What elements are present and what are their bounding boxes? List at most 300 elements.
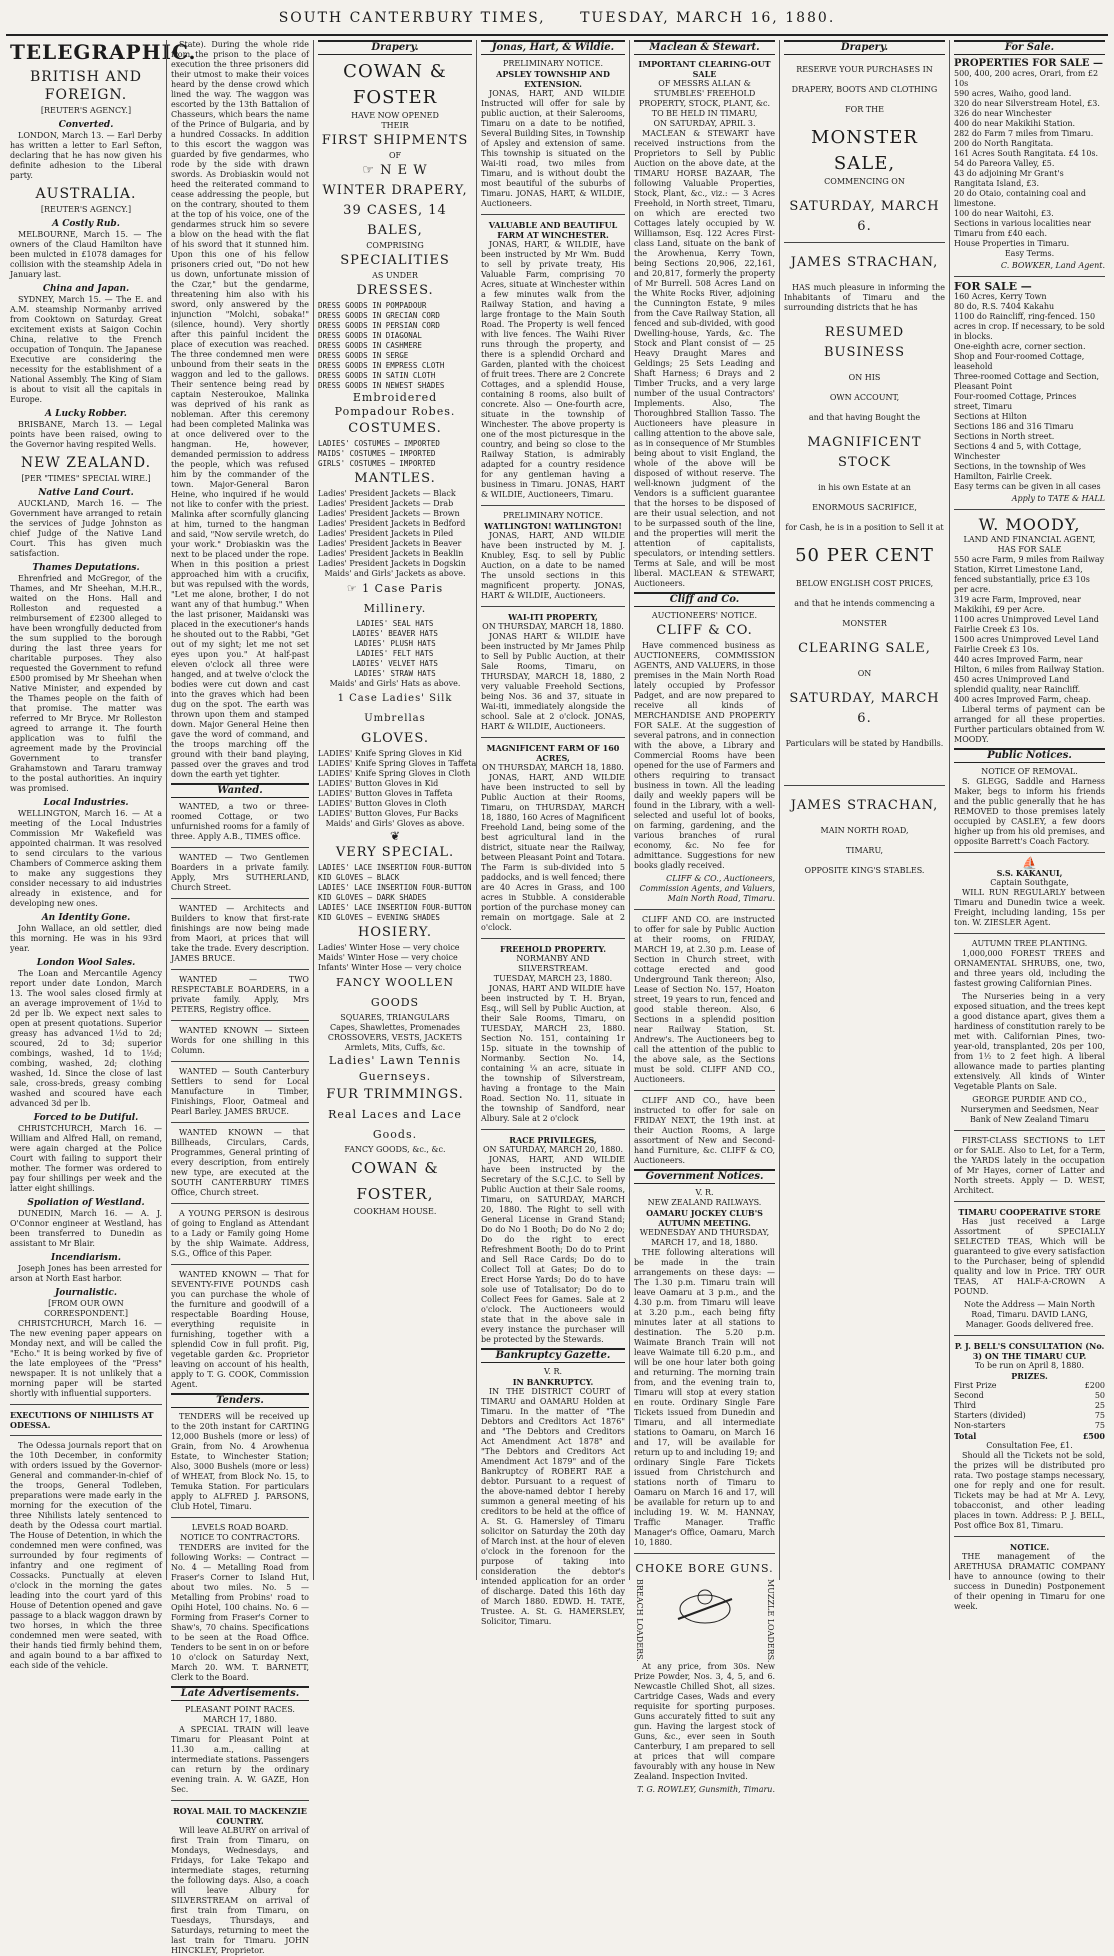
- costumes-heading: COSTUMES.: [348, 421, 442, 436]
- breach-label: BREACH LOADERS.: [635, 1579, 644, 1662]
- divider: [481, 214, 625, 215]
- news-text: SYDNEY, March 15. — The E. and A.M. steamship Normanby arrived from Cooktown on Saturday. Great excitement exists at Saigon Cochin China, relative to the French occupation of Tonquin. The Japanese Executive are considering the necessity for the establishment of a National Assembly. The King of Siam is about to visit all the capitals in Europe.: [10, 295, 162, 404]
- list-item: 319 acre Farm, Improved, near Makikihi, £9 per Acre.: [954, 595, 1081, 614]
- column-strachan: [779, 40, 949, 1580]
- list-item: 326 do near Winchester: [954, 109, 1052, 118]
- laces: Real Laces and Lace Goods.: [328, 1108, 462, 1141]
- ad-title: WAI-ITI PROPERTY,: [508, 612, 598, 622]
- ad-text: JONAS, HART, AND WILDIE have been instructed by the Secretary of the S.C.J.C. to Sell by Public Auction at their Sale rooms, Timaru, on SATURDAY, MARCH 20, 1880. The Right to sell with General License in Grand Stand; Do do No 1 Booth; Do do No 2 do; Do do the right to erect Refreshment Booth; Do do to Print and Sell Race Cards; Do do to Collect Toll at Gates; Do do to Erect Horse Yards; Do do to have sole use of Totalisator; Do do to Collect Fees for Games. Sale at 2 o'clock. The Auctioneers would state that in the above sale in every instance the purchaser will be protected by the Stewards.: [481, 1155, 625, 1344]
- resumed-business: RESUMED BUSINESS: [824, 325, 905, 360]
- list-item: LADIES' FELT HATS: [356, 649, 434, 658]
- prelim-notice: PRELIMINARY NOTICE.: [502, 59, 603, 68]
- ad-title: WATLINGTON! WATLINGTON!: [484, 521, 622, 531]
- divider: [171, 1020, 309, 1021]
- on-line: ON: [857, 669, 872, 678]
- ad-text: THE following alterations will be made in the train arrangements on these days: — The 1.30 p.m. Timaru train will leave Oamaru at 3 p.m., and the 4.30 p.m. from Timaru will leave at 3.20 p.m., each being fifty minutes later at all stations to destination. The 5.20 p.m. Waimate Branch Train will not leave Waimate till 6.20 p.m., and will be one hour later both going and returning. The morning train from, and the evening train to, Timaru will stop at every station en route. Ordinary Single Fare Tickets issued from Dunedin and Timaru, and all intermediate stations to Oamaru, on March 16 and 17, will be available for return up to and including 19; and ordinary Single Fare Tickets issued from Christchurch and stations north of Timaru to Oamaru on March 16 and 17, will be available for return up to and including 19. W. M. HANNAY, Traffic Manager. Traffic Manager's Office, Oamaru, March 10, 1880.: [634, 1248, 775, 1547]
- masthead: [0, 0, 1114, 34]
- list-item: DRESS GOODS IN GRECIAN CORD: [318, 311, 440, 320]
- bankruptcy-heading: Bankruptcy Gazette.: [481, 1348, 625, 1363]
- wanted-ad: WANTED, a two or three-roomed Cottage, or two unfurnished rooms for a family of three. Apply A.B., TIMES office.: [171, 802, 309, 841]
- news-text: Ehrenfried and McGregor, of the Thames, and Mr Sheehan, M.H.R., waited on the Hons. Hall and Rolleston and requested a reimbursement of £2300 alleged to have been wrongfully deducted from the sum supplied to the borough during the last three years for charitable purposes. They also requested the Government to refund £500 promised by Mr Sheehan when Native Minister, and expended by the Thames people on the faith of that promise. The matter was referred to Mr Bryce. Mr Rolleston agreed to arrange it. The fourth application was to fulfil the agreement made by the Provincial Government to transfer Grahamstown and Tararu tramway to the postal authorities. An inquiry was promised.: [10, 574, 162, 793]
- news-text: The Odessa journals report that on the 10th December, in conformity with orders issued by the Governor-General and commander-in-chief of the troops, General Todleben, preparations were made early in the morning for the execution of the three Nihilists lately sentenced to death by the Odessa court martial. The House of Detention, in which the condemned men were confined, was surrounded by four regiments of infantry and one regiment of Cossacks. Punctually at eleven o'clock in the morning the gates leading into the court yard of this House of Detention opened and gave passage to a black waggon drawn by two horses, in which the three condemned men were seated, with their hands tied firmly behind them, and again bound to a bar affixed to each side of the vehicle.: [10, 1441, 162, 1670]
- telegraphic-title: TELEGRAPHIC.: [10, 40, 197, 64]
- prize-label: Total: [954, 1431, 977, 1441]
- has-for-sale: HAS FOR SALE: [997, 545, 1062, 554]
- divider: [954, 1130, 1105, 1131]
- millinery-text: 1 Case Paris Millinery.: [362, 582, 444, 615]
- list-item: 320 do near Silverstream Hotel, £3.: [954, 99, 1100, 108]
- has-text: HAS much pleasure in informing the Inhabitants of Timaru and the surrounding districts that he has: [784, 283, 945, 312]
- ship-name: S.S. KAKANUI,: [996, 868, 1063, 878]
- coop-title: TIMARU COOPERATIVE STORE: [958, 1207, 1101, 1217]
- easy-terms: Easy Terms.: [1004, 249, 1055, 258]
- tender-ad: TENDERS will be received up to the 20th instant for CARTING 12,000 Bushels (more or less) of Grain, from No. 4 Arowhenua Estate, to Winchester Station; Also, 3000 Bushels (more or less) of WHEAT, from Block No. 15, to Temuka Station. For particulars apply to ALFRED J. PARSONS, Club Hotel, Timaru.: [171, 1412, 309, 1511]
- nihilists-heading: EXECUTIONS OF NIHILISTS AT ODESSA.: [10, 1410, 154, 1430]
- list-item: Maids' and Girls' Gloves as above.: [325, 819, 465, 828]
- maclean-heading: Maclean & Stewart.: [634, 40, 775, 55]
- wanted-ad: WANTED KNOWN — that Billheads, Circulars, Cards, Programmes, General printing of every description, from entirely new type, are executed at the SOUTH CANTERBURY TIMES Office, Church street.: [171, 1128, 309, 1197]
- vr-mark: V. R.: [695, 1188, 714, 1197]
- ad-subtitle: NORMANBY AND SILVERSTREAM.: [516, 954, 590, 973]
- ad-title: AUCTIONEERS' NOTICE.: [651, 611, 758, 620]
- in-bankruptcy: IN BANKRUPTCY.: [512, 1377, 594, 1387]
- cases-bales: 39 CASES, 14 BALES,: [343, 203, 447, 238]
- intends: and that he intends commencing a: [794, 599, 935, 608]
- list-item: Ladies' President Jackets — Drab: [318, 499, 454, 508]
- list-item: Sections in various localities near Timaru from £40 each.: [954, 219, 1092, 238]
- ad-signature: CLIFF & CO., Auctioneers, Commission Agents, and Valuers, Main North Road, Timaru.: [639, 874, 775, 903]
- moody-sub: LAND AND FINANCIAL AGENT,: [963, 535, 1096, 544]
- ad-text: S. GLEGG, Saddle and Harness Maker, begs to inform his friends and the public generally that he has REMOVED to those premises lately occupied by CASLEY, a few doors higher up from his old premises, and opposite Barrett's Coach Factory.: [954, 777, 1105, 846]
- news-text: John Wallace, an old settler, died this morning. He was in his 93rd year.: [10, 924, 162, 953]
- cliff-name: CLIFF & CO.: [656, 623, 753, 638]
- wanted-ad: WANTED — South Canterbury Settlers to send for Local Manufacture in Timber, Finishings, Floor, Oatmeal and Pearl Barley. JAMES BRUCE.: [171, 1067, 309, 1116]
- list-item: LADIES' Button Gloves in Kid: [318, 779, 439, 788]
- gloves-heading: GLOVES.: [361, 731, 429, 746]
- ad-text: THE management of the ARETHUSA DRAMATIC COMPANY have to announce (owing to their success in Dunedin) Postponement of their opening in Timaru for one week.: [954, 1552, 1105, 1611]
- reuter-tag: [REUTER'S AGENCY.]: [40, 106, 132, 115]
- divider: [10, 1435, 162, 1436]
- mail-text: Will leave ALBURY on arrival of first Train from Timaru, on Mondays, Wednesdays, and Fridays, for Lake Tekapo and intermediate stages, returning the following days. Also, a coach will leave Albury for SILVERSTREAM on arrival of first train from Timaru, on Tuesdays, Thursdays, and Saturdays, returning to meet the last train for Timaru. JOHN HINCKLEY, Proprietor.: [171, 1826, 309, 1955]
- news-head: A Costly Rub.: [52, 219, 120, 229]
- prize-label: Starters (divided): [954, 1411, 1026, 1420]
- list-item: DRESS GOODS IN SATIN CLOTH: [318, 371, 436, 380]
- column-cowan-foster: [313, 40, 476, 1580]
- ad-date: ON SATURDAY, APRIL 3.: [653, 119, 756, 128]
- list-item: 590 acres, Waiho, good land.: [954, 89, 1072, 98]
- news-head: Converted.: [58, 120, 114, 130]
- list-item: LADIES' Button Gloves in Taffeta: [318, 789, 453, 798]
- ad-text: JONAS HART & WILDIE have been instructed by Mr James Philp to Sell by Public Auction, at their Sale Rooms, Timaru, on THURSDAY, MARCH 18, 1880, 2 very valuable Freehold Sections, being Nos. 36 and 37, situate in Wai-iti, immediately alongside the school. Sale at 2 o'clock. JONAS, HART & WILDIE, Auctioneers.: [481, 632, 625, 731]
- divider: [171, 847, 309, 848]
- british-foreign-heading: BRITISH AND FOREIGN.: [29, 69, 143, 103]
- sportsman-illustration: [670, 1579, 740, 1629]
- list-item: 450 acres Unimproved Land splendid quality, near Raincliff.: [954, 675, 1081, 694]
- list-item: DRESS GOODS IN DIAGONAL: [318, 331, 422, 340]
- ad-text: Liberal terms of payment can be arranged for all these properties. Further particulars obtained from W. MOODY.: [954, 705, 1105, 744]
- fifty-per-cent: 50 PER CENT: [795, 545, 934, 566]
- prize-value: £500: [1082, 1431, 1105, 1441]
- news-head: London Wool Sales.: [36, 958, 136, 968]
- ad-date: WEDNESDAY AND THURSDAY, MARCH 17, and 18, 1880.: [639, 1228, 770, 1247]
- divider: [634, 1553, 775, 1554]
- wanted-ad: WANTED — TWO RESPECTABLE BOARDERS, in a private family. Apply, Mrs PETERS, Registry office.: [171, 975, 309, 1014]
- firm-name: COWAN & FOSTER: [343, 61, 447, 108]
- list-item: Easy terms can be given in all cases: [954, 482, 1101, 491]
- list-item: 440 acres Improved Farm, near Hilton, 6 miles from Railway Station.: [954, 655, 1105, 674]
- divider: [481, 505, 625, 506]
- news-text: DUNEDIN, March 16. — A. J. O'Connor engineer at Westland, has been transferred to Dunedin as assistant to Mr Blair.: [10, 1209, 162, 1248]
- ad-title: RACE PRIVILEGES,: [509, 1135, 597, 1145]
- for-the: FOR THE: [845, 105, 884, 114]
- list-item: LADIES' Button Gloves, Fur Backs: [318, 809, 459, 818]
- ad-date: ON THURSDAY, MARCH 18, 1880.: [482, 763, 624, 772]
- table-row: [954, 1411, 1105, 1421]
- ad-title: FREEHOLD PROPERTY.: [499, 944, 607, 954]
- list-item: Ladies' Winter Hose — very choice: [318, 943, 460, 952]
- for-sale-title: FOR SALE —: [954, 280, 1032, 293]
- masthead-rule: [6, 34, 1108, 36]
- news-text: The Loan and Mercantile Agency report under date London, March 13. The wool sales closed firmly at an average improvement of 1½d to 2d per lb. We expect next sales to open at present quotations. Superior greasy has advanced 1½d to 2d; scoured, 2d to 3d; superior combings, washed, 1d to 1½d; combing, washed, 2d; clothing washed, 1d. Since the close of last sale, cross-breds, greasy combing washed and scoured have each advanced 3d per lb.: [10, 969, 162, 1108]
- bell-title: P. J. BELL'S CONSULTATION (No. 3) ON THE TIMARU CUP.: [954, 1341, 1105, 1361]
- list-item: Ladies' President Jackets in Bedford: [318, 519, 466, 528]
- table-row-total: [954, 1431, 1105, 1441]
- news-head: Journalistic.: [54, 1288, 117, 1298]
- ad-text: CLIFF AND CO., have been instructed to offer for sale on FRIDAY NEXT, the 19th inst. at their Auction Rooms, A large assortment of New and Second-hand Furniture, &c. CLIFF & CO, Auctioneers.: [634, 1096, 775, 1165]
- correspondent-tag: [FROM OUR OWN CORRESPONDENT.]: [43, 1299, 129, 1318]
- prizes-heading: PRIZES.: [1011, 1371, 1048, 1381]
- list-item: Sections 4 and 5, with Cottage, Winchester: [954, 442, 1082, 461]
- prize-value: 50: [1094, 1391, 1105, 1400]
- list-item: Ladies' President Jackets in Dogskin: [318, 559, 466, 568]
- list-item: 43 do adjoining Mr Grant's Rangitata Island, £3.: [954, 169, 1064, 188]
- ad-title: OAMARU JOCKEY CLUB'S AUTUMN MEETING.: [646, 1208, 763, 1228]
- list-item: LADIES' LACE INSERTION FOUR-BUTTON KID GLOVES — DARK SHADES: [318, 883, 472, 902]
- very-special: VERY SPECIAL.: [335, 845, 455, 860]
- strachan-name-2: JAMES STRACHAN,: [790, 798, 939, 813]
- ad-title: IMPORTANT CLEARING-OUT SALE: [638, 59, 771, 79]
- ad-subtitle: OF MESSRS ALLAN & STUMBLES' FREEHOLD PROPERTY, STOCK, PLANT, &c.: [638, 79, 771, 108]
- divider: [954, 933, 1105, 934]
- wanted-ad: WANTED KNOWN — Sixteen Words for one shilling in this Column.: [171, 1026, 309, 1055]
- list-item: Sections, in the township of Wes Hamilton, Fairlie Creek.: [954, 462, 1086, 481]
- list-item: LADIES' LACE INSERTION FOUR-BUTTON KID GLOVES — BLACK: [318, 863, 472, 882]
- notice-contractors: NOTICE TO CONTRACTORS.: [180, 1533, 300, 1542]
- divider: [171, 1264, 309, 1265]
- comprising: COMPRISING: [366, 241, 424, 250]
- divider: [481, 938, 625, 939]
- commencing: COMMENCING ON: [824, 177, 905, 186]
- of: OF: [388, 151, 402, 160]
- muzzle-label: MUZZLE LOADERS.: [766, 1579, 775, 1663]
- levels-board: LEVELS ROAD BOARD.: [191, 1523, 289, 1532]
- pointing-hand-icon: ☞: [362, 163, 381, 178]
- particulars: Particulars will be stated by Handbills.: [785, 739, 944, 748]
- reuter-tag: [REUTER'S AGENCY.]: [40, 205, 132, 214]
- list-item: GIRLS' COSTUMES — IMPORTED: [318, 459, 436, 468]
- ad-text: 1,000,000 FOREST TREES and ORNAMENTAL SHRUBS, one, two, and three years old, including the fastest growing Californian Pines.: [954, 949, 1105, 988]
- list-item: LADIES' LACE INSERTION FOUR-BUTTON KID GLOVES — EVENING SHADES: [318, 903, 472, 922]
- list-item: 20 do Otaio, containing coal and limestone.: [954, 189, 1086, 208]
- dresses-heading: DRESSES.: [356, 283, 434, 298]
- prize-value: 75: [1094, 1411, 1105, 1420]
- ad-text: JONAS, HART, AND WILDIE have been instructed by M. J. Knubley, Esq. to sell by Public Auction, on a date to be named The unsold sections in this magnificent property. JONAS, HART & WILDIE, Auctioneers.: [481, 531, 625, 600]
- special-wire-tag: [PER "TIMES" SPECIAL WIRE.]: [21, 474, 151, 483]
- prize-value: 25: [1094, 1401, 1105, 1410]
- jhw-heading: Jonas, Hart, & Wildie.: [481, 40, 625, 55]
- list-item: DRESS GOODS IN SERGE: [318, 351, 409, 360]
- ad-title: MAGNIFICENT FARM OF 160 ACRES,: [486, 743, 620, 763]
- list-item: DRESS GOODS IN EMPRESS CLOTH: [318, 361, 445, 370]
- hosiery-heading: HOSIERY.: [358, 925, 432, 940]
- column-for-sale: [949, 40, 1109, 1611]
- ad-text: At any price, from 30s. New Prize Powder, Nos. 3, 4, 5, and 6. Newcastle Chilled Shot, all sizes. Cartridge Cases, Wads and every requisite for sporting purposes. Guns accurately fitted to suit any gun. Having the largest stock of Guns, &c., ever seen in South Canterbury, I am prepared to sell at prices that will compare favourably with any house in New Zealand. Inspection Invited.: [634, 1662, 775, 1782]
- table-row: [954, 1391, 1105, 1401]
- monster-sale: MONSTER SALE,: [811, 127, 918, 174]
- ad-signature: Note the Address — Main North Road, Timaru. DAVID LANG, Manager. Goods delivered free.: [963, 1300, 1096, 1329]
- divider: [171, 898, 309, 899]
- ad-signature: C. BOWKER, Land Agent.: [1000, 261, 1105, 270]
- wanted-ad: WANTED — Two Gentlemen Boarders in a private family. Apply, Mrs SUTHERLAND, Church Street.: [171, 853, 309, 892]
- wanted-ad: A YOUNG PERSON is desirous of going to England as Attendant to a Lady or Family going Home by the ship Waimate. Address, S.G., Office of this Paper.: [171, 1209, 309, 1258]
- guns-image-row: [634, 1579, 775, 1662]
- umbrellas: 1 Case Ladies' Silk Umbrellas: [337, 693, 453, 724]
- list-item: 1500 acres Unimproved Level Land Fairlie Creek £3 10s.: [954, 635, 1099, 654]
- list-item: 282 do Farm 7 miles from Timaru.: [954, 129, 1094, 138]
- mantles-heading: MANTLES.: [354, 471, 436, 486]
- have-opened: HAVE NOW OPENED: [351, 111, 439, 120]
- news-text: Joseph Jones has been arrested for arson at North East harbor.: [10, 1264, 162, 1283]
- cliff-heading: Cliff and Co.: [634, 592, 775, 607]
- list-item: DRESS GOODS IN PERSIAN CORD: [318, 321, 440, 330]
- list-item: 200 do North Rangitata.: [954, 139, 1054, 148]
- government-heading: Government Notices.: [634, 1169, 775, 1184]
- for-sale-heading: For Sale.: [954, 40, 1105, 55]
- australia-heading: AUSTRALIA.: [35, 186, 137, 202]
- column-maclean-cliff: [629, 40, 779, 1795]
- divider: [171, 1800, 309, 1801]
- divider: [954, 1335, 1105, 1336]
- table-row: [954, 1381, 1105, 1391]
- list-item: 400 acres Improved Farm, cheap.: [954, 695, 1091, 704]
- races-text: A SPECIAL TRAIN will leave Timaru for Pleasant Point at 11.30 a.m., calling at intermediate stations. Passengers can return by the ordinary evening train. A. W. GAZE, Hon Sec.: [171, 1725, 309, 1794]
- ad-place: TO BE HELD IN TIMARU,: [651, 109, 758, 118]
- races-date: MARCH 17, 1880.: [203, 1715, 277, 1724]
- list-item: Ladies' President Jackets in Beaklin: [318, 549, 464, 558]
- list-item: Armlets, Mits, Cuffs, &c.: [344, 1043, 446, 1052]
- and-bought: and that having Bought the: [808, 413, 921, 422]
- ad-date: ON THURSDAY, MARCH 18, 1880.: [482, 622, 624, 631]
- list-item: LADIES' Knife Spring Gloves in Cloth: [318, 769, 471, 778]
- ad-text: JONAS, HART, AND WILDIE have been instructed to sell by Public Auction at their Rooms, Timaru, on THURSDAY, MARCH 18, 1880, 160 Acres of Magnificent Freehold Land, being some of the best agricultural land in the district, situate near the Railway, between Pleasant Point and Totara. The Farm is sub-divided into 5 paddocks, and is well fenced; there are 40 Acres in Grass, and 100 acres in Stubble. A considerable portion of the purchase money can remain on mortgage. Sale at 2 o'clock.: [481, 773, 625, 932]
- ad-text: IN THE DISTRICT COURT of TIMARU and OAMARU Holden at Timaru. In the matter of "The Debtors and Creditors Act 1876" and "The Debtors and Creditors Act Amendment Act 1878" and "The Debtors and Creditors Act Amendment Act 1879" and of the Bankruptcy of ROBERT RAE a debtor. Pursuant to a request of the above-named debtor I hereby summon a general meeting of his creditors to be held at the office of A. St. G. Hamersley of Timaru solicitor on Saturday the 20th day of March inst. at the hour of eleven o'clock in the forenoon for the purpose of taking into consideration the debtor's intended application for an order of discharge. Dated this 16th day of March 1880. EDWD. H. TATE, Trustee. A. St. G. HAMERSLEY, Solicitor, Timaru.: [481, 1387, 625, 1626]
- embroidered: Embroidered Pompadour Robes.: [334, 391, 456, 418]
- new-zealand-heading: NEW ZEALAND.: [20, 455, 152, 471]
- list-item: Four-roomed Cottage, Princes street, Timaru: [954, 392, 1077, 411]
- list-item: DRESS GOODS IN NEWEST SHADES: [318, 381, 445, 390]
- prize-value: £200: [1084, 1381, 1105, 1390]
- ad-signature: GEORGE PURDIE AND CO., Nurserymen and Seedsmen, Near Bank of New Zealand Timaru: [960, 1095, 1099, 1124]
- list-item: 400 do near Makikihi Station.: [954, 119, 1076, 128]
- ad-text: JONAS, HART, AND WILDIE Instructed will offer for sale by public auction, at their Salerooms, Timaru on a date to be notified, Several Building Sites, in Township of Apsley and extension of same. This township is situated on the Wai-iti road, two miles from Timaru, and is without doubt the most beautiful of the suburbs of Timaru. JONAS, HART, & WILDIE, Auctioneers.: [481, 89, 625, 208]
- consultation-fee: Consultation Fee, £1.: [986, 1441, 1073, 1450]
- list-item: 550 acre Farm, 9 miles from Railway Station, Kirret Limestone Land, fenced substantially, price £3 10s per acre.: [954, 555, 1105, 594]
- list-item: House Properties in Timaru.: [954, 239, 1070, 248]
- guns-title: CHOKE BORE GUNS.: [635, 1562, 774, 1575]
- fancy-goods: FANCY GOODS, &c., &c.: [344, 1145, 446, 1154]
- on-his: ON HIS: [848, 373, 881, 382]
- ad-date: TUESDAY, MARCH 23, 1880.: [493, 974, 613, 983]
- captain: Captain Southgate,: [990, 878, 1069, 887]
- opposite: OPPOSITE KING'S STABLES.: [804, 866, 925, 875]
- list-item: 80 do, R.S. 7404 Kakahu: [954, 302, 1055, 311]
- list-item: One-eighth acre, corner section. Shop and Four-roomed Cottage, leasehold: [954, 342, 1086, 371]
- drapery-line: DRAPERY, BOOTS AND CLOTHING: [791, 85, 938, 94]
- pointing-hand-icon: ☞: [346, 582, 363, 595]
- column-telegraphic: [6, 40, 197, 1670]
- ad-text: JONAS, HART, & WILDIE, have been instructed by Mr Wm. Budd to sell by private treaty, His Valuable Farm, comprising 70 Acres, situate at Winchester within a few minutes walk from the Railway Station, and having a large frontage to the Main South Road. The Property is well fenced with live fences. The Waihi River runs through the property, and there is a splendid Orchard and Garden, planted with the choicest of fruit trees. There are 2 Concrete Cottages, and a splendid House, containing 8 rooms, also built of concrete. Also — One-fourth acre, situate in the township of Winchester. The above property is one of the most picturesque in the country, and being so close to the Railway Station, is admirably adapted for a country residence for any gentleman having a business in Timaru. JONAS, HART & WILDIE, Auctioneers, Timaru.: [481, 240, 625, 499]
- list-item: Maids' Winter Hose — very choice: [318, 953, 458, 962]
- magnificent-stock: MAGNIFICENT STOCK: [807, 435, 922, 470]
- list-item: 161 Acres South Rangitata. £4 10s.: [954, 149, 1099, 158]
- list-item: DRESS GOODS IN POMPADOUR: [318, 301, 427, 310]
- table-row: [954, 1421, 1105, 1431]
- enormous-sacrifice: ENORMOUS SACRIFICE,: [812, 503, 917, 512]
- ad-signature: Apply to TATE & HALL: [1011, 494, 1105, 503]
- planting-title: AUTUMN TREE PLANTING.: [971, 939, 1088, 948]
- divider: [171, 1061, 309, 1062]
- timaru: TIMARU,: [845, 846, 884, 855]
- wanted-heading: Wanted.: [171, 783, 309, 798]
- divider: [171, 1203, 309, 1204]
- main-north-road: MAIN NORTH ROAD,: [820, 826, 909, 835]
- divider: [481, 1129, 625, 1130]
- divider: [784, 242, 945, 243]
- list-item: Infants' Winter Hose — very choice: [318, 963, 462, 972]
- list-item: DRESS GOODS IN CASHMERE: [318, 341, 422, 350]
- ad-text: Has just received a Large Assortment of SPECIALLY SELECTED TEAS, Which will be guaranteed to give every satisfaction to the Purchaser, being of splendid quality and low in Price. TRY OUR TEAS, AT HALF-A-CROWN A POUND.: [954, 1217, 1105, 1296]
- list-item: Sections at Hilton: [954, 412, 1027, 421]
- list-item: 54 do Pareora Valley, £5.: [954, 159, 1055, 168]
- list-item: Sections 186 and 316 Timaru: [954, 422, 1074, 431]
- issue-date: TUESDAY, MARCH 16, 1880.: [580, 10, 836, 26]
- divider: [171, 1122, 309, 1123]
- ornament-icon: ❦: [389, 829, 401, 843]
- news-text: CHRISTCHURCH, March 16. — William and Alfred Hall, on remand, were again charged at the Police Court with failing to support their mother. The former was ordered to pay four shillings per week and the latter eight shillings.: [10, 1124, 162, 1193]
- ad-text: Have commenced business as AUCTIONEERS, COMMISSION AGENTS, AND VALUERS, in those premises in the Main North Road lately occupied by Professor Padget, and are now prepared to receive all kinds of MERCHANDISE AND PROPERTY FOR SALE. At the suggestion of several patrons, and in connection with the above, a Library and Commercial Rooms have been opened for the use of Farmers and others requiring to transact business in town. All the leading daily and weekly papers will be found in the Library, with a well-selected and useful lot of books, on farming, gardening, and the various branches of rural economy, &c. No fee for admittance. Suggestions for new books gladly received.: [634, 641, 775, 870]
- list-item: SQUARES, TRIANGULARS: [340, 1013, 450, 1022]
- cookham-house: COOKHAM HOUSE.: [353, 1207, 437, 1216]
- ad-text: JONAS, HART AND WILDIE have been instructed by T. H. Bryan, Esq., will Sell by Public Auction, at their Sale Rooms, Timaru, on TUESDAY, MARCH 23, 1880. Section No. 151, containing 1r 15p. situate in the township of Normanby. Section No. 14, containing ¼ an acre, situate in the township of Silverstream, having a frontage to the Main Road. Section No. 11, situate in the township of Sandford, near Albury. Sale at 2 o'clock: [481, 984, 625, 1123]
- ad-text: Should all the Tickets not be sold, the prizes will be distributed pro rata. Two postage stamps necessary, one for reply and one for result. Tickets may be had at Mr A. Levy, tobacconist, and other leading places in town. Address: P. J. BELL, Post office Box 81, Timaru.: [954, 1451, 1105, 1530]
- new-text: N E W: [380, 163, 428, 178]
- divider: [10, 1404, 162, 1405]
- list-item: LADIES' SEAL HATS: [356, 619, 434, 628]
- list-item: 160 Acres, Kerry Town: [954, 292, 1047, 301]
- clearing-sale: CLEARING SALE,: [798, 641, 931, 656]
- news-text: WELLINGTON, March 16. — At a meeting of the Local Industries Commission Mr Wakefield was appointed chairman. It was resolved to send circulars to the various Chambers of Commerce asking them to make any suggestions they consider necessary to aid industries already in existence, and for developing new ones.: [10, 809, 162, 908]
- prize-label: Non-starters: [954, 1421, 1006, 1430]
- ad-text: CLIFF AND CO. are instructed to offer for sale by Public Auction at their rooms, on FRIDAY, MARCH 19, at 2.30 p.m. Lease of Section in Church street, with cottage erected and good Underground Tank thereon; Also, Lease of Section No. 157, Hoaton street, 19 years to run, fenced and good stable thereon. Also, 6 Sections in a splendid position near Railway Station, St. Andrew's. The Auctioneers beg to call the attention of the public to the above sale, as the Sections must be sold. CLIFF AND CO., Auctioneers.: [634, 915, 775, 1084]
- list-item: LADIES' STRAW HATS: [354, 669, 436, 678]
- tender-ad: TENDERS are invited for the following Works: — Contract — No. 4 — Metalling Road from Fraser's Corner to Island Hut, about two miles. No. 5 — Metalling from Probins' road to Opihi Hotel, 100 chains. No. 6 — Forming from Fraser's Corner to Shaw's, 70 chains. Specifications to be seen at the Road Office. Tenders to be sent in on or before 10 o'clock on Saturday Next, March 20. WM. T. BARNETT, Clerk to the Board.: [171, 1543, 309, 1682]
- list-item: LADIES' Button Gloves in Cloth: [318, 799, 447, 808]
- news-head: Incendiarism.: [51, 1253, 121, 1263]
- list-item: MAIDS' COSTUMES — IMPORTED: [318, 449, 436, 458]
- ad-title: VALUABLE AND BEAUTIFUL FARM AT WINCHESTER.: [488, 220, 618, 240]
- reserve-line: RESERVE YOUR PURCHASES IN: [796, 65, 933, 74]
- as-under: AS UNDER: [372, 271, 418, 280]
- woollen-heading: FANCY WOOLLEN GOODS: [335, 976, 455, 1009]
- list-item: LADIES' VELVET HATS: [352, 659, 438, 668]
- prelim-notice: PRELIMINARY NOTICE.: [502, 511, 603, 520]
- ad-text: The Nurseries being in a very exposed situation, and the trees kept a good distance apart, gives them a hardiness of constitution rarely to be met with. Californian Pines, two-year-old, transplanted, 20s per 100, from 1½ to 2 feet high. A liberal allowance made to parties planting extensively. All kinds of Winter Vegetable Plants on Sale.: [954, 992, 1105, 1091]
- list-item: LADIES' PLUSH HATS: [354, 639, 436, 648]
- in-his-own: in his own Estate at an: [818, 483, 911, 492]
- ad-text: FIRST-CLASS SECTIONS to LET or for SALE. Also to Let, for a Term, the YARDS lately in the occupation of Mr Hayes, corner of Latter and North streets. Apply — D. WEST, Architect.: [954, 1136, 1105, 1195]
- news-head: Spoliation of Westland.: [27, 1198, 145, 1208]
- notice-title: NOTICE.: [1009, 1542, 1050, 1552]
- list-item: 100 do near Waitohi, £3.: [954, 209, 1054, 218]
- divider: [481, 737, 625, 738]
- list-item: 1100 do Raincliff, ring-fenced. 150 acres in crop. If necessary, to be sold in blocks.: [954, 312, 1105, 341]
- news-head: Local Industries.: [43, 798, 129, 808]
- nz-railways: NEW ZEALAND RAILWAYS.: [647, 1198, 762, 1207]
- drapery-heading: Drapery.: [784, 40, 945, 55]
- saturday-date-2: SATURDAY, MARCH 6.: [789, 691, 940, 726]
- ship-icon: ⛵: [1022, 856, 1037, 870]
- prize-label: Third: [954, 1401, 976, 1410]
- firm-name-footer: COWAN & FOSTER,: [351, 1159, 439, 1203]
- wanted-ad: WANTED KNOWN — That for SEVENTY-FIVE POUNDS cash you can purchase the whole of the furniture and goodwill of a respectable Boarding House, everything requisite in furnishing, together with a splendid Cow in full profit. Pig, vegetable garden &c. Proprietor leaving on account of his health, apply to T. G. COOK, Commission Agent.: [171, 1270, 309, 1389]
- winter-drapery: WINTER DRAPERY,: [322, 183, 468, 198]
- list-item: LADIES' BEAVER HATS: [352, 629, 438, 638]
- strachan-name: JAMES STRACHAN,: [790, 255, 939, 270]
- list-item: Ladies' President Jackets — Black: [318, 489, 456, 498]
- divider: [954, 276, 1105, 277]
- news-text: AUCKLAND, March 16. — The Government have arranged to retain the services of Judge Johnston as chief Judge of the Native Land Court. This has given much satisfaction.: [10, 499, 162, 558]
- prize-label: First Prize: [954, 1381, 997, 1390]
- news-text: MELBOURNE, March 15. — The owners of the Claud Hamilton have been mulcted in £1078 damages for collision with the steamship Adela in January last.: [10, 230, 162, 279]
- wanted-ad: WANTED — Architects and Builders to know that first-rate finishings are now being made from Maori, at prices that will take the trade. Every description. JAMES BRUCE.: [171, 904, 309, 963]
- list-item: LADIES' Knife Spring Gloves in Kid: [318, 749, 463, 758]
- for-cash: for Cash, he is in a position to Sell it at: [785, 523, 944, 532]
- moody-name: W. MOODY,: [978, 515, 1081, 534]
- races-title: PLEASANT POINT RACES.: [185, 1705, 295, 1714]
- news-head: China and Japan.: [42, 284, 130, 294]
- divider: [954, 1536, 1105, 1537]
- below-cost: BELOW ENGLISH COST PRICES,: [795, 579, 934, 588]
- news-text: CHRISTCHURCH, March 16. — The new evening paper appears on Monday next, and will be called the "Echo." It is being worked by five of the late employees of the "Press" newspaper. It is not unlikely that a morning paper will be started shortly with influential supporters.: [10, 1319, 162, 1398]
- their: THEIR: [381, 121, 409, 130]
- table-row: [954, 1401, 1105, 1411]
- list-item: 500, 400, 200 acres, Orari, from £2 10s: [954, 69, 1099, 88]
- first-shipments: FIRST SHIPMENTS: [321, 133, 469, 148]
- divider: [171, 1517, 309, 1518]
- mail-title: ROYAL MAIL TO MACKENZIE COUNTRY.: [173, 1806, 307, 1826]
- list-item: Ladies' President Jackets — Brown: [318, 509, 460, 518]
- list-item: Maids' and Girls' Hats as above.: [329, 679, 461, 688]
- news-head: Forced to be Dutiful.: [33, 1113, 139, 1123]
- ad-title: APSLEY TOWNSHIP AND EXTENSION.: [496, 69, 610, 89]
- divider: [634, 1090, 775, 1091]
- ad-date: ON SATURDAY, MARCH 20, 1880.: [482, 1145, 624, 1154]
- news-text: BRISBANE, March 13. — Legal points have been raised, owing to the Governor having respited Wells.: [10, 420, 162, 449]
- list-item: LADIES' Knife Spring Gloves in Taffeta: [318, 759, 477, 768]
- list-item: CROSSOVERS, VESTS, JACKETS: [327, 1033, 463, 1042]
- list-item: Sections in North street.: [954, 432, 1055, 441]
- public-notices-heading: Public Notices.: [954, 748, 1105, 763]
